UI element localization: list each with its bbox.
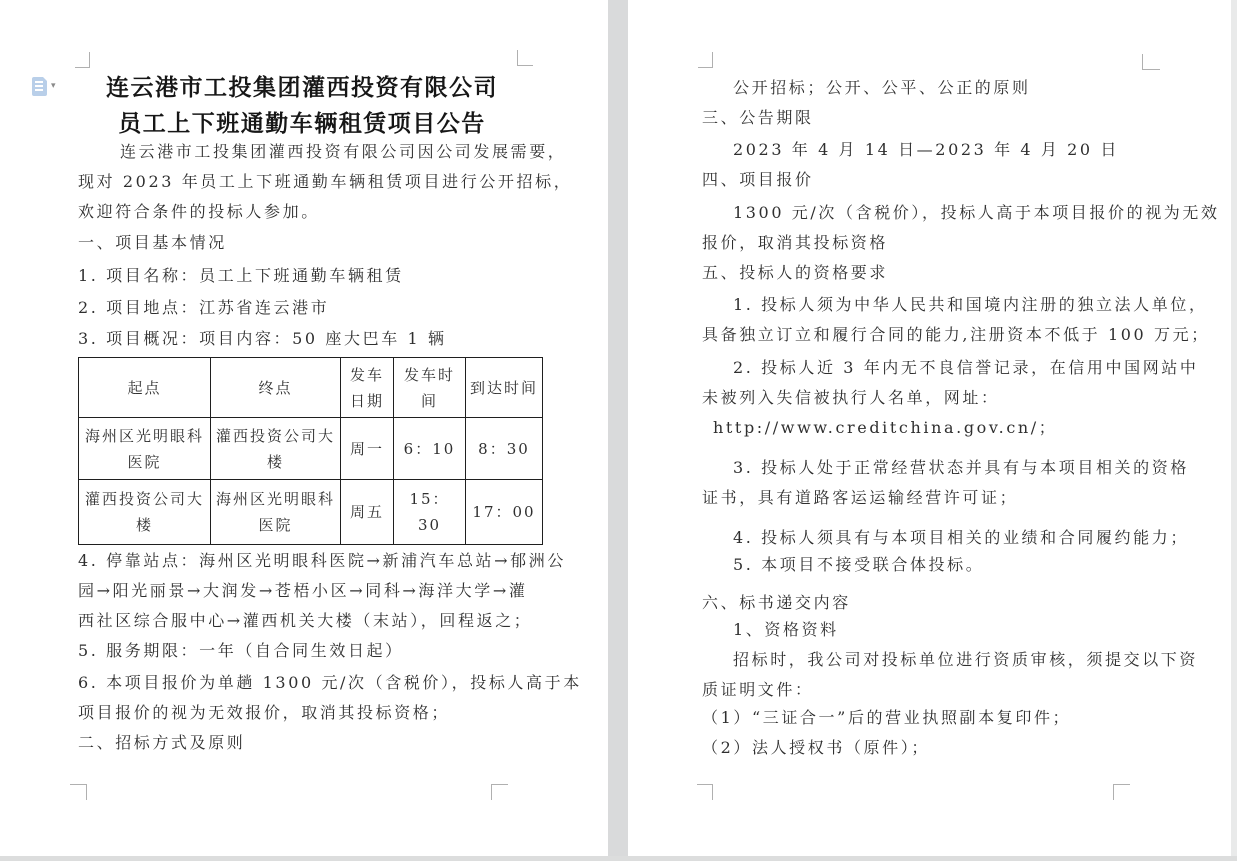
table-header-cell: 到达时间 xyxy=(466,358,543,418)
table-header-cell: 起点 xyxy=(79,358,211,418)
table-cell: 6：10 xyxy=(394,418,466,480)
document-title-line: 连云港市工投集团灌西投资有限公司 xyxy=(106,74,498,101)
doc-line: 具备独立订立和履行合同的能力,注册资本不低于 100 万元； xyxy=(702,325,1210,344)
table-cell: 周五 xyxy=(341,480,394,545)
doc-line: 二、招标方式及原则 xyxy=(78,733,246,752)
doc-line: 2. 投标人近 3 年内无不良信誉记录，在信用中国网站中 xyxy=(733,358,1199,377)
doc-line: 未被列入失信被执行人名单，网址： xyxy=(702,388,1000,407)
window-bottom-edge xyxy=(0,856,1237,861)
doc-line: 三、公告期限 xyxy=(702,108,814,127)
table-row xyxy=(79,418,543,480)
doc-line: 3. 项目概况：项目内容：50 座大巴车 1 辆 xyxy=(78,329,447,348)
doc-line: 连云港市工投集团灌西投资有限公司因公司发展需要， xyxy=(120,142,567,161)
margin-crop-mark xyxy=(697,784,713,800)
table-row xyxy=(79,480,543,545)
table-cell: 8：30 xyxy=(466,418,543,480)
table-header-cell: 发车日期 xyxy=(341,358,394,418)
bus-schedule-table xyxy=(78,357,543,545)
clipboard-paste-icon xyxy=(32,77,47,96)
table-cell: 海州区光明眼科医院 xyxy=(211,480,341,545)
doc-line: 六、标书递交内容 xyxy=(702,593,851,612)
margin-crop-mark xyxy=(75,52,90,68)
margin-crop-mark xyxy=(1113,784,1130,800)
doc-line: （2）法人授权书（原件）； xyxy=(702,738,930,757)
doc-line: （1）“三证合一”后的营业执照副本复印件； xyxy=(702,708,1072,727)
table-cell: 灌西投资公司大楼 xyxy=(211,418,341,480)
doc-line: 1. 投标人须为中华人民共和国境内注册的独立法人单位， xyxy=(733,295,1208,314)
table-header-cell: 发车时间 xyxy=(394,358,466,418)
doc-line: 四、项目报价 xyxy=(702,170,814,189)
table-cell: 17：00 xyxy=(466,480,543,545)
doc-line: 园→阳光丽景→大润发→苍梧小区→同科→海洋大学→灌 xyxy=(78,581,528,600)
doc-line: 1、资格资料 xyxy=(733,620,839,639)
table-cell: 灌西投资公司大楼 xyxy=(79,480,211,545)
doc-line: 现对 2023 年员工上下班通勤车辆租赁项目进行公开招标， xyxy=(78,172,573,191)
doc-line: 4. 停靠站点：海州区光明眼科医院→新浦汽车总站→郁洲公 xyxy=(78,551,566,570)
table-header-cell: 终点 xyxy=(211,358,341,418)
doc-line: 2023 年 4 月 14 日—2023 年 4 月 20 日 xyxy=(733,140,1119,159)
doc-line: 西社区综合服中心→灌西机关大楼（末站），回程返之； xyxy=(78,611,533,630)
doc-line: 证书，具有道路客运运输经营许可证； xyxy=(702,488,1019,507)
paste-options-button[interactable] xyxy=(32,73,68,99)
doc-line: 1. 项目名称：员工上下班通勤车辆租赁 xyxy=(78,266,404,285)
doc-line: 6. 本项目报价为单趟 1300 元/次（含税价），投标人高于本 xyxy=(78,673,582,692)
table-cell: 15：30 xyxy=(394,480,466,545)
margin-crop-mark xyxy=(70,784,87,800)
margin-crop-mark xyxy=(517,50,533,66)
doc-line: 5. 本项目不接受联合体投标。 xyxy=(733,555,985,574)
table-cell: 周一 xyxy=(341,418,394,480)
table-cell: 海州区光明眼科医院 xyxy=(79,418,211,480)
document-title-line: 员工上下班通勤车辆租赁项目公告 xyxy=(118,110,486,137)
doc-line: 招标时，我公司对投标单位进行资质审核，须提交以下资 xyxy=(733,650,1199,669)
margin-crop-mark xyxy=(1142,54,1160,70)
doc-line: 项目报价的视为无效报价，取消其投标资格； xyxy=(78,703,451,722)
doc-line: http://www.creditchina.gov.cn/； xyxy=(713,418,1058,437)
doc-line: 1300 元/次（含税价），投标人高于本项目报价的视为无效 xyxy=(733,203,1220,222)
table-header-row xyxy=(79,358,543,418)
margin-crop-mark xyxy=(491,784,508,800)
doc-line: 欢迎符合条件的投标人参加。 xyxy=(78,202,320,221)
doc-line: 3. 投标人处于正常经营状态并具有与本项目相关的资格 xyxy=(733,458,1189,477)
window-right-edge xyxy=(1231,0,1237,861)
margin-crop-mark xyxy=(698,52,713,68)
page-gap-divider xyxy=(608,0,628,856)
doc-line: 5. 服务期限：一年（自合同生效日起） xyxy=(78,641,404,660)
doc-line: 一、项目基本情况 xyxy=(78,233,227,252)
doc-line: 公开招标；公开、公平、公正的原则 xyxy=(733,78,1031,97)
doc-line: 质证明文件： xyxy=(702,680,814,699)
chevron-down-icon: ▾ xyxy=(51,80,56,91)
doc-line: 五、投标人的资格要求 xyxy=(702,263,889,282)
doc-line: 4. 投标人须具有与本项目相关的业绩和合同履约能力； xyxy=(733,528,1189,547)
doc-line: 2. 项目地点：江苏省连云港市 xyxy=(78,298,330,317)
doc-line: 报价，取消其投标资格 xyxy=(702,233,889,252)
